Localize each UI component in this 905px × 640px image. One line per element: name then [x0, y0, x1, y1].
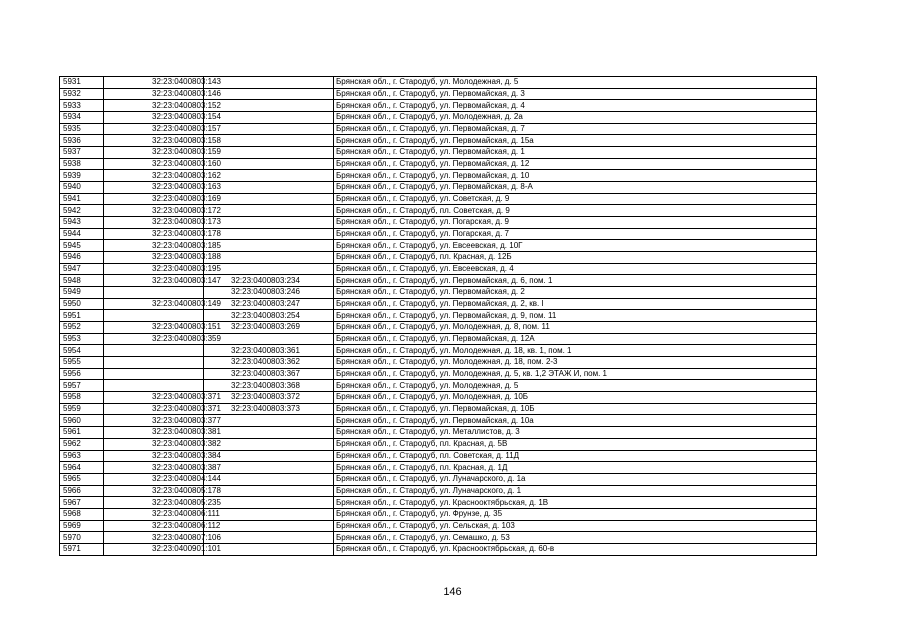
cadastral-number-cell: 32:23:0400803:159	[104, 147, 204, 159]
address-cell: Брянская обл., г. Стародуб, ул. Молодежная, д. 18, пом. 2-3	[334, 357, 817, 369]
table-row	[60, 112, 817, 124]
premises-cadastral-number-cell	[204, 252, 334, 264]
premises-cadastral-number-cell	[204, 217, 334, 229]
row-number-cell: 5938	[60, 158, 104, 170]
table-row	[60, 205, 817, 217]
premises-cadastral-number-cell	[204, 240, 334, 252]
table-row	[60, 438, 817, 450]
premises-cadastral-number-cell	[204, 532, 334, 544]
address-cell: Брянская обл., г. Стародуб, ул. Фрунзе, д. 35	[334, 508, 817, 520]
cadastral-number-cell: 32:23:0400803:143	[104, 77, 204, 89]
row-number-cell: 5952	[60, 322, 104, 334]
table-row	[60, 415, 817, 427]
table-row	[60, 357, 817, 369]
row-number-cell: 5960	[60, 415, 104, 427]
address-cell: Брянская обл., г. Стародуб, пл. Красная, д. 1Д	[334, 462, 817, 474]
row-number-cell: 5962	[60, 438, 104, 450]
premises-cadastral-number-cell: 32:23:0400803:269	[204, 322, 334, 334]
cadastral-number-cell: 32:23:0400803:147	[104, 275, 204, 287]
cadastral-number-cell: 32:23:0400806:111	[104, 508, 204, 520]
premises-cadastral-number-cell	[204, 520, 334, 532]
row-number-cell: 5937	[60, 147, 104, 159]
premises-cadastral-number-cell	[204, 170, 334, 182]
row-number-cell: 5933	[60, 100, 104, 112]
cadastral-number-cell	[104, 368, 204, 380]
table-row	[60, 228, 817, 240]
address-cell: Брянская обл., г. Стародуб, ул. Молодежная, д. 10Б	[334, 392, 817, 404]
row-number-cell: 5945	[60, 240, 104, 252]
table-row	[60, 322, 817, 334]
cadastral-number-cell: 32:23:0400803:151	[104, 322, 204, 334]
cadastral-number-cell	[104, 345, 204, 357]
row-number-cell: 5946	[60, 252, 104, 264]
cadastral-number-cell: 32:23:0400803:154	[104, 112, 204, 124]
address-cell: Брянская обл., г. Стародуб, ул. Молодежная, д. 2а	[334, 112, 817, 124]
row-number-cell: 5957	[60, 380, 104, 392]
premises-cadastral-number-cell	[204, 473, 334, 485]
table-row	[60, 287, 817, 299]
table-row	[60, 77, 817, 89]
address-cell: Брянская обл., г. Стародуб, ул. Молодежная, д. 5	[334, 380, 817, 392]
address-cell: Брянская обл., г. Стародуб, пл. Красная, д. 12Б	[334, 252, 817, 264]
table-row	[60, 100, 817, 112]
cadastral-number-cell	[104, 380, 204, 392]
address-cell: Брянская обл., г. Стародуб, ул. Молодежная, д. 5, кв. 1,2 ЭТАЖ И, пом. 1	[334, 368, 817, 380]
table-row	[60, 462, 817, 474]
premises-cadastral-number-cell	[204, 228, 334, 240]
cadastral-number-cell: 32:23:0400807:106	[104, 532, 204, 544]
address-cell: Брянская обл., г. Стародуб, ул. Первомайская, д. 2, кв. I	[334, 298, 817, 310]
cadastral-number-cell: 32:23:0400803:169	[104, 193, 204, 205]
cadastral-number-cell: 32:23:0400803:384	[104, 450, 204, 462]
cadastral-number-cell: 32:23:0400803:158	[104, 135, 204, 147]
row-number-cell: 5943	[60, 217, 104, 229]
cadastral-number-cell: 32:23:0400805:178	[104, 485, 204, 497]
premises-cadastral-number-cell	[204, 135, 334, 147]
premises-cadastral-number-cell	[204, 112, 334, 124]
premises-cadastral-number-cell	[204, 88, 334, 100]
table-row	[60, 473, 817, 485]
table-row	[60, 497, 817, 509]
row-number-cell: 5935	[60, 123, 104, 135]
premises-cadastral-number-cell: 32:23:0400803:247	[204, 298, 334, 310]
row-number-cell: 5967	[60, 497, 104, 509]
address-cell: Брянская обл., г. Стародуб, ул. Первомайская, д. 6, пом. 1	[334, 275, 817, 287]
address-cell: Брянская обл., г. Стародуб, ул. Краснооктябрьская, д. 60-в	[334, 543, 817, 555]
row-number-cell: 5947	[60, 263, 104, 275]
table-row	[60, 217, 817, 229]
address-cell: Брянская обл., г. Стародуб, ул. Первомайская, д. 10	[334, 170, 817, 182]
row-number-cell: 5950	[60, 298, 104, 310]
premises-cadastral-number-cell	[204, 123, 334, 135]
premises-cadastral-number-cell	[204, 508, 334, 520]
cadastral-number-cell: 32:23:0400803:149	[104, 298, 204, 310]
address-cell: Брянская обл., г. Стародуб, пл. Советская, д. 11Д	[334, 450, 817, 462]
address-cell: Брянская обл., г. Стародуб, ул. Первомайская, д. 10а	[334, 415, 817, 427]
premises-cadastral-number-cell	[204, 182, 334, 194]
premises-cadastral-number-cell: 32:23:0400803:234	[204, 275, 334, 287]
address-cell: Брянская обл., г. Стародуб, ул. Первомайская, д. 1	[334, 147, 817, 159]
table-row	[60, 333, 817, 345]
table-row	[60, 543, 817, 555]
row-number-cell: 5968	[60, 508, 104, 520]
row-number-cell: 5955	[60, 357, 104, 369]
row-number-cell: 5970	[60, 532, 104, 544]
table-row	[60, 345, 817, 357]
row-number-cell: 5939	[60, 170, 104, 182]
table-row	[60, 123, 817, 135]
cadastral-number-cell: 32:23:0400803:188	[104, 252, 204, 264]
premises-cadastral-number-cell: 32:23:0400803:368	[204, 380, 334, 392]
premises-cadastral-number-cell	[204, 543, 334, 555]
table-row	[60, 88, 817, 100]
cadastral-number-cell: 32:23:0400803:381	[104, 427, 204, 439]
address-cell: Брянская обл., г. Стародуб, ул. Первомайская, д. 12А	[334, 333, 817, 345]
table-row	[60, 182, 817, 194]
address-cell: Брянская обл., г. Стародуб, ул. Краснооктябрьская, д. 1В	[334, 497, 817, 509]
address-cell: Брянская обл., г. Стародуб, ул. Первомайская, д. 8-А	[334, 182, 817, 194]
table-row	[60, 520, 817, 532]
address-cell: Брянская обл., г. Стародуб, ул. Первомайская, д. 10Б	[334, 403, 817, 415]
row-number-cell: 5940	[60, 182, 104, 194]
address-cell: Брянская обл., г. Стародуб, ул. Первомайская, д. 9, пом. 11	[334, 310, 817, 322]
table-row	[60, 508, 817, 520]
cadastral-number-cell	[104, 310, 204, 322]
row-number-cell: 5951	[60, 310, 104, 322]
row-number-cell: 5954	[60, 345, 104, 357]
table-row	[60, 532, 817, 544]
table-row	[60, 368, 817, 380]
address-cell: Брянская обл., г. Стародуб, ул. Металлистов, д. 3	[334, 427, 817, 439]
address-cell: Брянская обл., г. Стародуб, ул. Луначарского, д. 1	[334, 485, 817, 497]
row-number-cell: 5959	[60, 403, 104, 415]
row-number-cell: 5942	[60, 205, 104, 217]
premises-cadastral-number-cell	[204, 100, 334, 112]
table-row	[60, 135, 817, 147]
cadastral-number-cell: 32:23:0400803:377	[104, 415, 204, 427]
premises-cadastral-number-cell: 32:23:0400803:372	[204, 392, 334, 404]
cadastral-number-cell: 32:23:0400803:178	[104, 228, 204, 240]
cadastral-number-cell: 32:23:0400803:382	[104, 438, 204, 450]
cadastral-number-cell: 32:23:0400803:359	[104, 333, 204, 345]
table-row	[60, 427, 817, 439]
address-cell: Брянская обл., г. Стародуб, ул. Первомайская, д. 15а	[334, 135, 817, 147]
table-row	[60, 170, 817, 182]
table-row	[60, 310, 817, 322]
cadastral-number-cell: 32:23:0400806:112	[104, 520, 204, 532]
table-row	[60, 298, 817, 310]
premises-cadastral-number-cell: 32:23:0400803:367	[204, 368, 334, 380]
row-number-cell: 5934	[60, 112, 104, 124]
cadastral-number-cell: 32:23:0400803:371	[104, 392, 204, 404]
premises-cadastral-number-cell	[204, 333, 334, 345]
cadastral-number-cell: 32:23:0400803:185	[104, 240, 204, 252]
table-row	[60, 380, 817, 392]
table-row	[60, 252, 817, 264]
premises-cadastral-number-cell	[204, 438, 334, 450]
row-number-cell: 5961	[60, 427, 104, 439]
cadastral-number-cell: 32:23:0400803:162	[104, 170, 204, 182]
address-cell: Брянская обл., г. Стародуб, ул. Молодежная, д. 5	[334, 77, 817, 89]
table-row	[60, 263, 817, 275]
cadastral-number-cell: 32:23:0400803:163	[104, 182, 204, 194]
row-number-cell: 5944	[60, 228, 104, 240]
cadastral-number-cell: 32:23:0400901:101	[104, 543, 204, 555]
address-cell: Брянская обл., г. Стародуб, ул. Семашко, д. 53	[334, 532, 817, 544]
premises-cadastral-number-cell	[204, 485, 334, 497]
address-cell: Брянская обл., г. Стародуб, ул. Первомайская, д. 3	[334, 88, 817, 100]
premises-cadastral-number-cell	[204, 263, 334, 275]
cadastral-number-cell: 32:23:0400803:160	[104, 158, 204, 170]
table-row	[60, 485, 817, 497]
row-number-cell: 5969	[60, 520, 104, 532]
cadastral-number-cell	[104, 287, 204, 299]
cadastral-number-cell: 32:23:0400803:371	[104, 403, 204, 415]
address-cell: Брянская обл., г. Стародуб, ул. Евсеевская, д. 4	[334, 263, 817, 275]
cadastral-number-cell: 32:23:0400803:387	[104, 462, 204, 474]
address-cell: Брянская обл., г. Стародуб, пл. Советская, д. 9	[334, 205, 817, 217]
cadastral-number-cell: 32:23:0400803:195	[104, 263, 204, 275]
premises-cadastral-number-cell: 32:23:0400803:246	[204, 287, 334, 299]
address-cell: Брянская обл., г. Стародуб, ул. Первомайская, д. 2	[334, 287, 817, 299]
table-row	[60, 450, 817, 462]
address-cell: Брянская обл., г. Стародуб, ул. Молодежная, д. 8, пом. 11	[334, 322, 817, 334]
premises-cadastral-number-cell	[204, 497, 334, 509]
cadastral-number-cell: 32:23:0400803:173	[104, 217, 204, 229]
premises-cadastral-number-cell: 32:23:0400803:362	[204, 357, 334, 369]
premises-cadastral-number-cell: 32:23:0400803:373	[204, 403, 334, 415]
row-number-cell: 5965	[60, 473, 104, 485]
address-cell: Брянская обл., г. Стародуб, ул. Молодежная, д. 18, кв. 1, пом. 1	[334, 345, 817, 357]
page-number: 146	[443, 586, 462, 598]
cadastral-number-cell: 32:23:0400803:146	[104, 88, 204, 100]
premises-cadastral-number-cell	[204, 415, 334, 427]
row-number-cell: 5966	[60, 485, 104, 497]
table-row	[60, 240, 817, 252]
table-row	[60, 193, 817, 205]
row-number-cell: 5971	[60, 543, 104, 555]
premises-cadastral-number-cell	[204, 77, 334, 89]
premises-cadastral-number-cell	[204, 158, 334, 170]
registry-table	[59, 76, 817, 556]
cadastral-number-cell	[104, 357, 204, 369]
row-number-cell: 5932	[60, 88, 104, 100]
row-number-cell: 5949	[60, 287, 104, 299]
row-number-cell: 5958	[60, 392, 104, 404]
premises-cadastral-number-cell	[204, 147, 334, 159]
table-row	[60, 158, 817, 170]
premises-cadastral-number-cell: 32:23:0400803:254	[204, 310, 334, 322]
row-number-cell: 5948	[60, 275, 104, 287]
table-row	[60, 403, 817, 415]
table-row	[60, 392, 817, 404]
cadastral-number-cell: 32:23:0400803:172	[104, 205, 204, 217]
address-cell: Брянская обл., г. Стародуб, ул. Первомайская, д. 4	[334, 100, 817, 112]
premises-cadastral-number-cell	[204, 193, 334, 205]
premises-cadastral-number-cell	[204, 427, 334, 439]
row-number-cell: 5964	[60, 462, 104, 474]
cadastral-number-cell: 32:23:0400803:157	[104, 123, 204, 135]
premises-cadastral-number-cell	[204, 450, 334, 462]
address-cell: Брянская обл., г. Стародуб, ул. Советская, д. 9	[334, 193, 817, 205]
premises-cadastral-number-cell: 32:23:0400803:361	[204, 345, 334, 357]
address-cell: Брянская обл., г. Стародуб, ул. Первомайская, д. 12	[334, 158, 817, 170]
row-number-cell: 5941	[60, 193, 104, 205]
registry-table-body	[60, 77, 817, 556]
address-cell: Брянская обл., г. Стародуб, пл. Красная, д. 5В	[334, 438, 817, 450]
cadastral-number-cell: 32:23:0400803:152	[104, 100, 204, 112]
address-cell: Брянская обл., г. Стародуб, ул. Первомайская, д. 7	[334, 123, 817, 135]
table-row	[60, 147, 817, 159]
row-number-cell: 5936	[60, 135, 104, 147]
address-cell: Брянская обл., г. Стародуб, ул. Луначарского, д. 1а	[334, 473, 817, 485]
premises-cadastral-number-cell	[204, 462, 334, 474]
table-row	[60, 275, 817, 287]
address-cell: Брянская обл., г. Стародуб, ул. Сельская, д. 103	[334, 520, 817, 532]
row-number-cell: 5953	[60, 333, 104, 345]
address-cell: Брянская обл., г. Стародуб, ул. Евсеевская, д. 10Г	[334, 240, 817, 252]
premises-cadastral-number-cell	[204, 205, 334, 217]
cadastral-number-cell: 32:23:0400804:144	[104, 473, 204, 485]
address-cell: Брянская обл., г. Стародуб, ул. Погарская, д. 7	[334, 228, 817, 240]
cadastral-number-cell: 32:23:0400805:235	[104, 497, 204, 509]
row-number-cell: 5956	[60, 368, 104, 380]
address-cell: Брянская обл., г. Стародуб, ул. Погарская, д. 9	[334, 217, 817, 229]
row-number-cell: 5931	[60, 77, 104, 89]
row-number-cell: 5963	[60, 450, 104, 462]
